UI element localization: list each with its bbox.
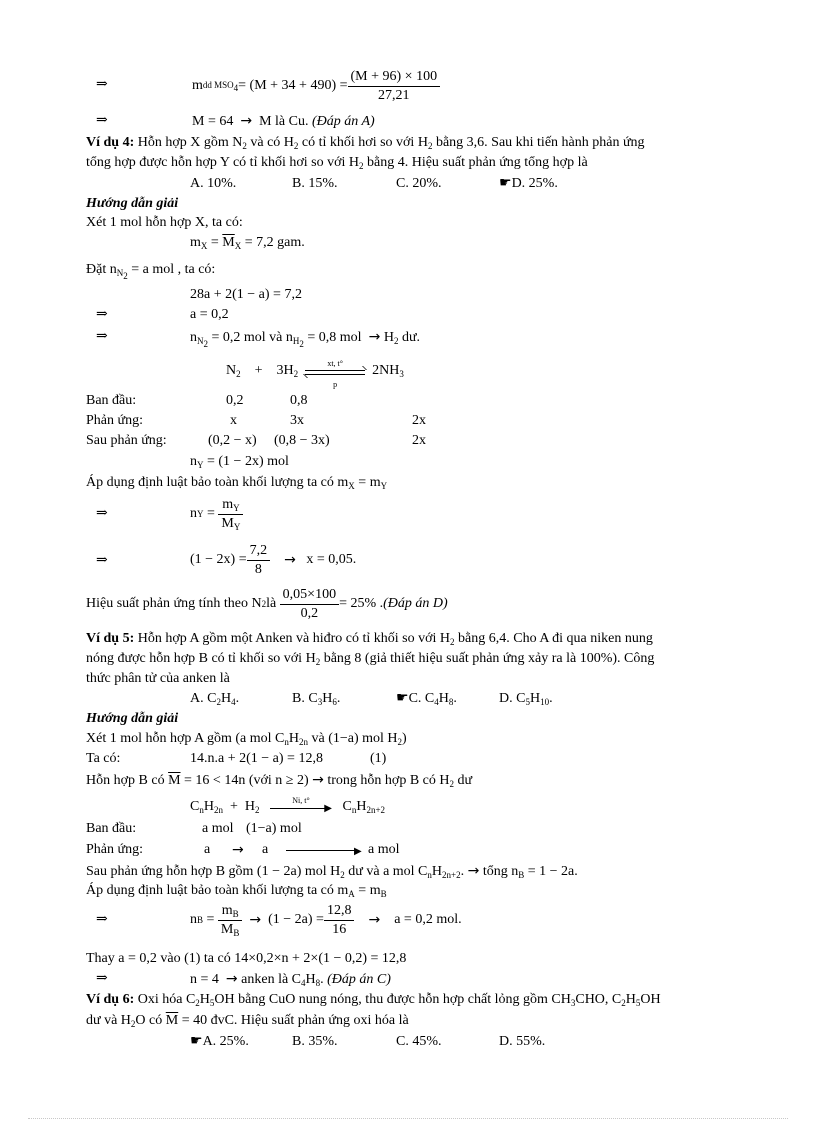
eq-m: m: [192, 78, 203, 93]
m-result: M = 64 → M là Cu. (Đáp án A): [192, 113, 375, 129]
s4-set: Đặt $n_{N_2} = a$ mol , ta có:: [86, 262, 216, 281]
s4-conservation: Áp dụng định luật bảo toàn khối lượng ta có $m_X = m_Y$: [86, 475, 388, 491]
s5-result: n = 4 → anken là $C_4H_8$. (Đáp án C): [190, 971, 391, 988]
ex6-option-a: ☛A. 25%.: [190, 1034, 249, 1049]
s4-row3-c3: 2x: [412, 433, 426, 448]
s5-after: Sau phản ứng hỗn hợp B gồm (1 − 2a) mol $H_2$ dư và a mol $C_nH_{2n+2}$. → tổng $n_B = 1 - 2a$.: [86, 863, 578, 880]
ex5-option-b: B. $C_3H_6$.: [292, 691, 341, 707]
s4-eq1: 28a + 2(1 − a) = 7,2: [190, 287, 302, 302]
s4-intro: Xét 1 mol hỗn hợp X, ta có:: [86, 215, 243, 230]
ex5-option-c: ☛C. $C_4H_8$.: [396, 691, 457, 707]
s4-row3-label: Sau phản ứng:: [86, 433, 167, 448]
s5-long-arrow-head: ▶: [354, 846, 362, 857]
ex5-option-d: D. $C_5H_{10}$.: [499, 691, 553, 707]
s4-reaction: $N_2$ + $3H_2$ xt, t° p $2NH_3$: [226, 359, 404, 389]
s4-row2-c2: 3x: [290, 413, 304, 428]
equation-msso4: m dd $MSO_4$ = (M + 34 + 490) = $\frac{(M + 96) \times 100}{27,21}$: [192, 64, 440, 108]
eq-mid: = (M + 34 + 490) =: [238, 78, 348, 93]
ex4-option-c: C. 20%.: [396, 176, 442, 191]
ex5-option-a: A. $C_2H_4$.: [190, 691, 240, 707]
s5-row2-c3: a mol: [368, 842, 400, 857]
s5-row1-c1: a mol: [202, 821, 234, 836]
s5-eq1: 14.n.a + 2(1 − a) = 12,8: [190, 751, 323, 766]
s4-efficiency: Hiệu suất phản ứng tính theo N 2 là $\frac{0,05\times 100}{0,2}$ = 25% . (Đáp án D): [86, 586, 448, 621]
s5-solve-a: n B = $\frac{m_B}{M_B}$ → (1 − 2a) = $\frac{12,8}{16}$ → a = 0,2 mol.: [190, 902, 462, 938]
s5-eq1-num: (1): [370, 751, 387, 766]
s5-row2-label: Phản ứng:: [86, 842, 143, 857]
s5-row1-label: Ban đầu:: [86, 821, 137, 836]
s5-long-arrow-line: [286, 850, 358, 851]
s4-row2-label: Phản ứng:: [86, 413, 143, 428]
ex6-option-d: D. 55%.: [499, 1034, 546, 1049]
equilibrium-arrow: xt, t° p: [305, 362, 365, 380]
implies-3: ⇒: [96, 307, 108, 322]
s5-reaction: $C_nH_{2n} + H_2$ Ni, t° ▶ $C_nH_{2n+2}$: [190, 796, 386, 816]
s5-row2-c1: a: [204, 842, 211, 857]
s5-arrow-a: →: [232, 842, 244, 858]
eq-frac: $\frac{(M + 96) \times 100}{27,21}$: [348, 68, 441, 105]
s4-row1-label: Ban đầu:: [86, 393, 137, 408]
hand-pointer-icon: ☛: [499, 176, 512, 191]
s5-substitute: Thay a = 0,2 vào (1) ta có 14×0,2×n + 2×(1 − 0,2) = 12,8: [86, 951, 407, 966]
s5-row1-c2: (1−a) mol: [246, 821, 302, 836]
implies-1: ⇒: [96, 77, 108, 92]
example-5-line3: thức phân tử của anken là: [86, 671, 230, 686]
implies-2: ⇒: [96, 113, 108, 128]
s5-ta-co: Ta có:: [86, 751, 121, 766]
implies-8: ⇒: [96, 971, 108, 986]
s4-mx: $m_X = \overline{M}_X = 7,2$ gam.: [190, 235, 305, 251]
s5-intro: Xét 1 mol hỗn hợp A gồm (a mol $C_nH_{2n}$ và (1−a) mol $H_2$): [86, 731, 407, 747]
ex4-option-a: A. 10%.: [190, 176, 237, 191]
reaction-arrow: Ni, t° ▶: [270, 798, 332, 816]
ex6-option-c: C. 45%.: [396, 1034, 442, 1049]
ex6-option-b: B. 35%.: [292, 1034, 338, 1049]
page-bottom-rule: [28, 1118, 788, 1119]
s4-a: a = 0,2: [190, 307, 229, 322]
implies-7: ⇒: [96, 912, 108, 927]
s5-mixture-b: Hỗn hợp B có $\overline{M} = 16 < 14n$ (với n ≥ 2) → trong hỗn hợp B có $H_2$ dư: [86, 772, 473, 789]
example-4-line1: Ví dụ 4: Hỗn hợp X gồm $N_2$ và có $H_2$ có tỉ khối hơi so với $H_2$ bằng 3,6. Sau khi tiến hành phản ứng: [86, 135, 645, 151]
s4-row1-c2: 0,8: [290, 393, 308, 408]
ex4-option-b: B. 15%.: [292, 176, 338, 191]
s4-row1-c1: 0,2: [226, 393, 244, 408]
guide-heading-5: Hướng dẫn giải: [86, 711, 179, 726]
implies-6: ⇒: [96, 553, 108, 568]
example-5-line1: Ví dụ 5: Hỗn hợp A gồm một Anken và hiđro có tỉ khối so với $H_2$ bằng 6,4. Cho A đi qua niken nung: [86, 631, 653, 647]
example-4-line2: tổng hợp được hỗn hợp Y có tỉ khối hơi so với $H_2$ bằng 4. Hiệu suất phản ứng tổng hợp là: [86, 155, 588, 171]
s4-solve-x: (1 − 2x) = $\frac{7,2}{8}$ → x = 0,05.: [190, 542, 357, 577]
example-5-line2: nóng được hỗn hợp B có tỉ khối so với $H_2$ bằng 8 (giả thiết hiệu suất phản ứng xảy ra là 100%). Công: [86, 651, 655, 667]
implies-4: ⇒: [96, 329, 108, 344]
s4-moles: $n_{N_2} = 0,2$ mol và $n_{H_2} = 0,8$ mol → $H_2$ dư.: [190, 329, 421, 349]
guide-heading-4: Hướng dẫn giải: [86, 196, 179, 211]
s5-conservation: Áp dụng định luật bảo toàn khối lượng ta có $m_A = m_B$: [86, 883, 387, 899]
s4-row2-c3: 2x: [412, 413, 426, 428]
hand-pointer-icon: ☛: [190, 1034, 203, 1049]
s4-row3-c2: (0,8 − 3x): [274, 433, 330, 448]
s4-ny: $n_Y = (1 - 2x)$ mol: [190, 454, 289, 470]
implies-5: ⇒: [96, 506, 108, 521]
s4-row3-c1: (0,2 − x): [208, 433, 257, 448]
example-6-line2: dư và $H_2O$ có $\overline{M} = 40$ đvC. Hiệu suất phản ứng oxi hóa là: [86, 1013, 409, 1029]
ex4-option-d: ☛D. 25%.: [499, 176, 558, 191]
s4-row2-c1: x: [230, 413, 237, 428]
s4-ny-frac: n Y = $\frac{m_Y}{M_Y}$: [190, 493, 243, 535]
s5-row2-c2: a: [262, 842, 269, 857]
hand-pointer-icon: ☛: [396, 691, 409, 706]
example-6-line1: Ví dụ 6: Oxi hóa $C_2H_5OH$ bằng CuO nung nóng, thu được hỗn hợp chất lỏng gồm $CH_3CHO$, $C_2H_5OH$: [86, 992, 661, 1008]
